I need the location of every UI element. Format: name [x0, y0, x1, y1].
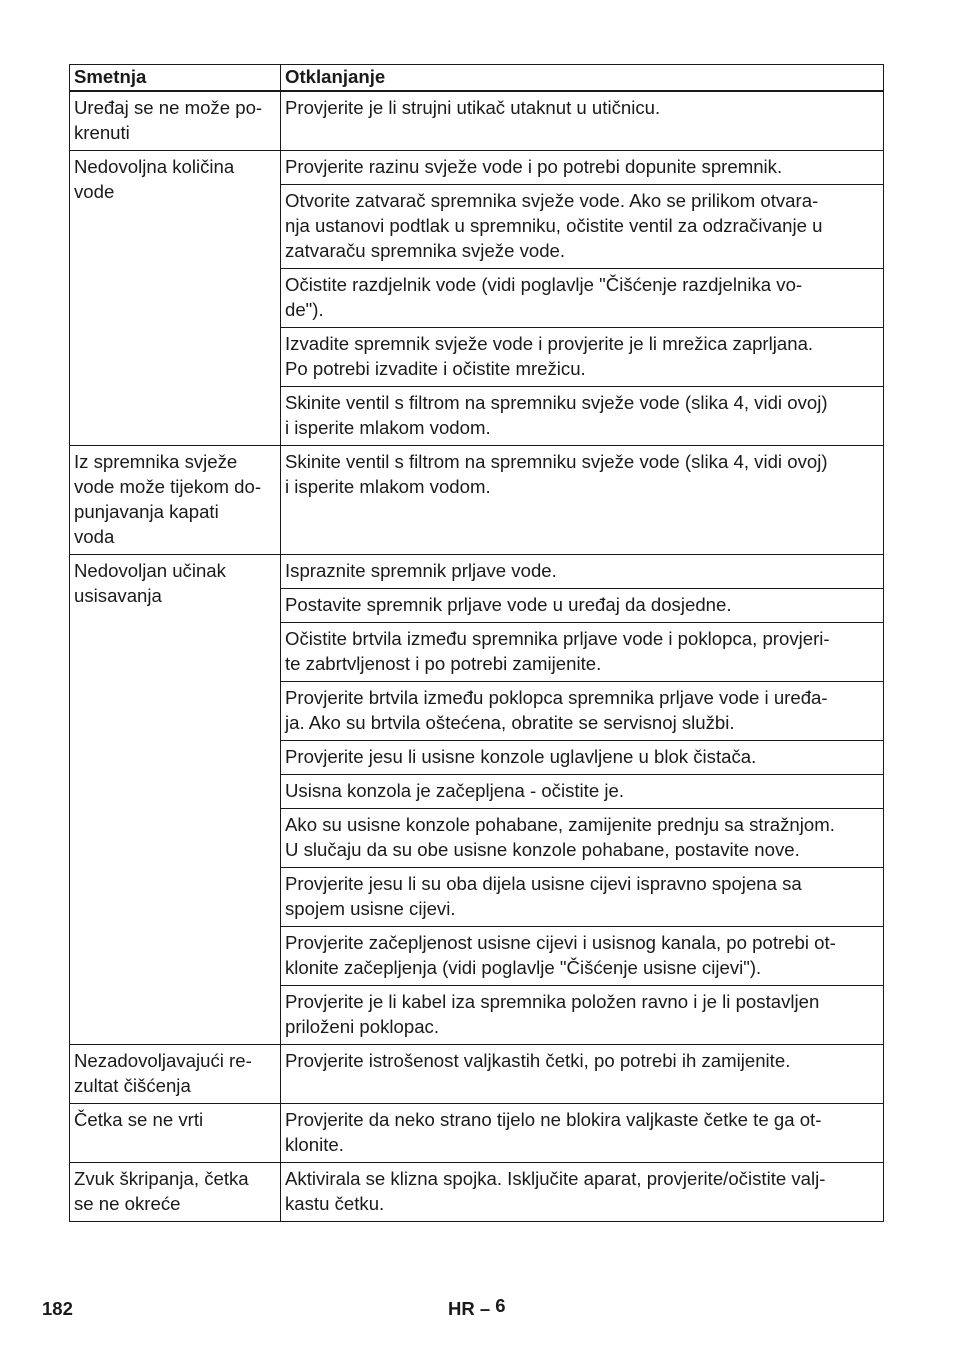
remedy-cell: Usisna konzola je začepljena - očistite je.: [281, 775, 884, 809]
table-row: [70, 151, 884, 185]
fault-cell: Zvuk škripanja, četka se ne okreće: [70, 1163, 281, 1222]
table-body: [70, 91, 884, 1222]
remedy-cell: Provjerite je li kabel iza spremnika položen ravno i je li postavljen priloženi poklopac.: [281, 986, 884, 1045]
remedy-cell: Skinite ventil s filtrom na spremniku svježe vode (slika 4, vidi ovoj) i isperite mlakom vodom.: [281, 387, 884, 446]
fault-cell: Uređaj se ne može po- krenuti: [70, 91, 281, 151]
remedy-cell: Provjerite je li strujni utikač utaknut u utičnicu.: [281, 91, 884, 151]
remedy-cell: Očistite razdjelnik vode (vidi poglavlje "Čišćenje razdjelnika vo- de").: [281, 269, 884, 328]
remedy-cell: Provjerite jesu li su oba dijela usisne cijevi ispravno spojena sa spojem usisne cijevi.: [281, 868, 884, 927]
troubleshooting-table: [69, 64, 884, 1222]
table-row: [70, 446, 884, 555]
fault-cell: Iz spremnika svježe vode može tijekom do- punjavanja kapati voda: [70, 446, 281, 555]
remedy-cell: Provjerite da neko strano tijelo ne blokira valjkaste četke te ga ot- klonite.: [281, 1104, 884, 1163]
remedy-cell: Postavite spremnik prljave vode u uređaj da dosjedne.: [281, 589, 884, 623]
section-number: 6: [495, 1295, 506, 1316]
remedy-cell: Provjerite istrošenost valjkastih četki, po potrebi ih zamijenite.: [281, 1045, 884, 1104]
table-row: [70, 91, 884, 151]
column-header-fault: Smetnja: [70, 65, 281, 92]
fault-cell: Nedovoljna količina vode: [70, 151, 281, 446]
table-row: [70, 555, 884, 589]
page-number: 182: [42, 1298, 73, 1319]
remedy-cell: Provjerite brtvila između poklopca spremnika prljave vode i uređa- ja. Ako su brtvila oštećena, obratite se servisnoj službi.: [281, 682, 884, 741]
remedy-cell: Provjerite razinu svježe vode i po potrebi dopunite spremnik.: [281, 151, 884, 185]
table-row: [70, 1163, 884, 1222]
remedy-cell: Aktivirala se klizna spojka. Isključite aparat, provjerite/očistite valj- kastu četku.: [281, 1163, 884, 1222]
table-row: [70, 1104, 884, 1163]
table-row: [70, 1045, 884, 1104]
remedy-cell: Provjerite jesu li usisne konzole uglavljene u blok čistača.: [281, 741, 884, 775]
remedy-cell: Otvorite zatvarač spremnika svježe vode. Ako se prilikom otvara- nja ustanovi podtlak u spremniku, očistite ventil za odzračivanje u zatvaraču spremnika svježe vode.: [281, 185, 884, 269]
remedy-cell: Skinite ventil s filtrom na spremniku svježe vode (slika 4, vidi ovoj) i isperite mlakom vodom.: [281, 446, 884, 555]
fault-cell: Četka se ne vrti: [70, 1104, 281, 1163]
remedy-cell: Očistite brtvila između spremnika prljave vode i poklopca, provjeri- te zabrtvljenost i po potrebi zamijenite.: [281, 623, 884, 682]
column-header-remedy: Otklanjanje: [281, 65, 884, 92]
table-header-row: [70, 65, 884, 92]
remedy-cell: Provjerite začepljenost usisne cijevi i usisnog kanala, po potrebi ot- klonite začepljenja (vidi poglavlje "Čišćenje usisne cijevi").: [281, 927, 884, 986]
remedy-cell: Ispraznite spremnik prljave vode.: [281, 555, 884, 589]
remedy-cell: Izvadite spremnik svježe vode i provjerite je li mrežica zaprljana. Po potrebi izvadite i očistite mrežicu.: [281, 328, 884, 387]
fault-cell: Nedovoljan učinak usisavanja: [70, 555, 281, 1045]
section-label: [448, 1295, 506, 1320]
remedy-cell: Ako su usisne konzole pohabane, zamijenite prednju sa stražnjom. U slučaju da su obe usisne konzole pohabane, postavite nove.: [281, 809, 884, 868]
section-prefix: HR –: [448, 1298, 491, 1319]
fault-cell: Nezadovoljavajući re- zultat čišćenja: [70, 1045, 281, 1104]
